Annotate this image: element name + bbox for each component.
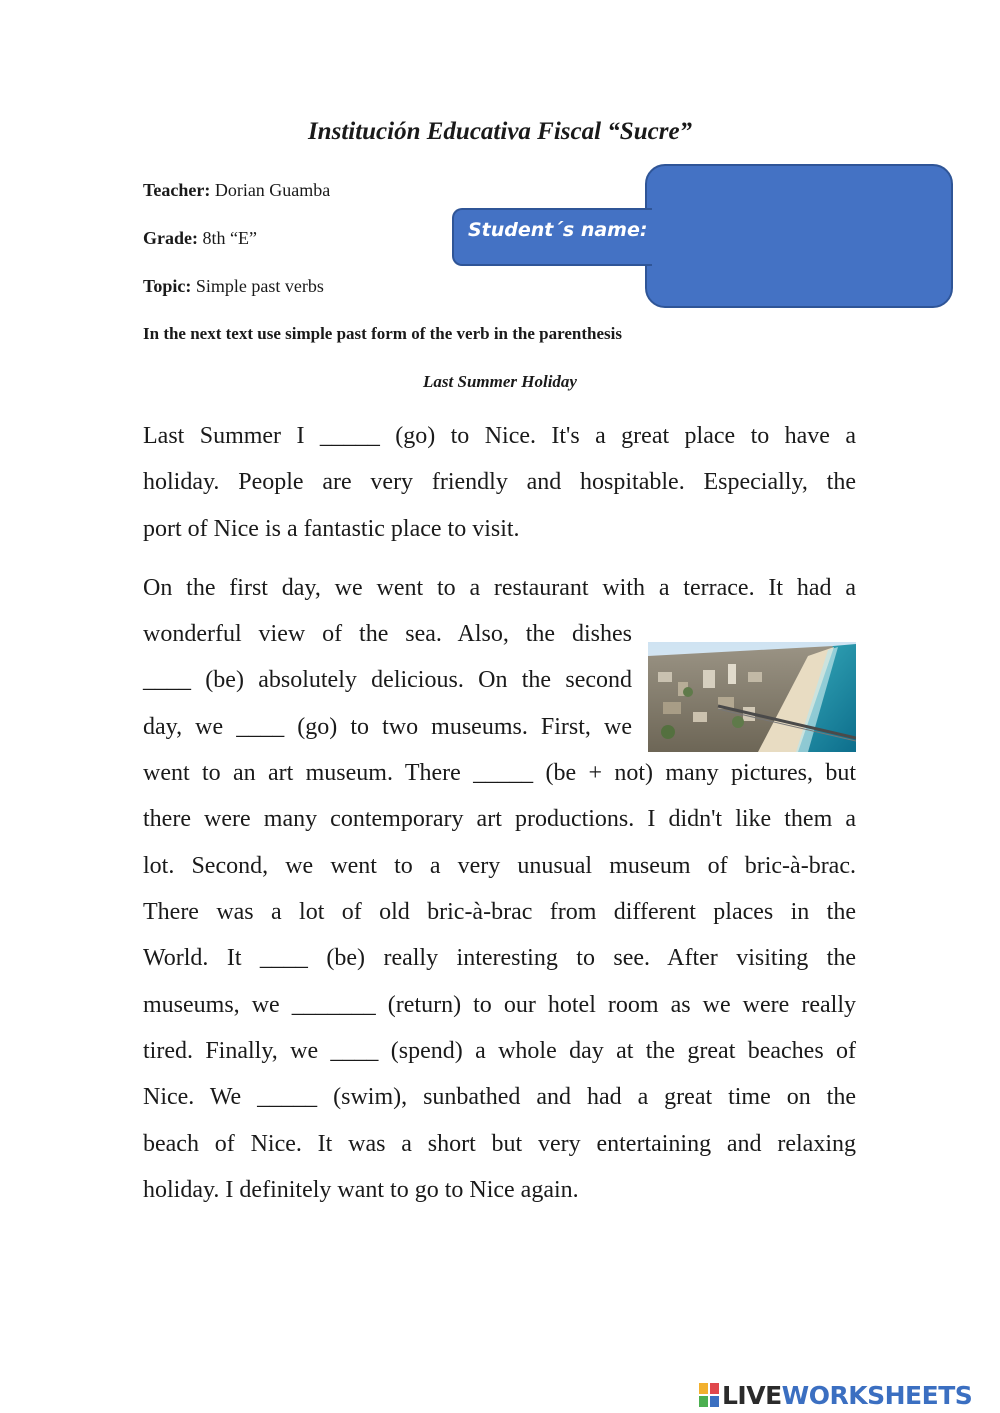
- paragraph-line: beach of Nice. It was a short but very entertaining and relaxing: [143, 1131, 856, 1157]
- text-title: Last Summer Holiday: [423, 372, 577, 391]
- beach-photo: [648, 642, 856, 752]
- teacher-value: Dorian Guamba: [214, 180, 331, 200]
- paragraph-line: holiday. People are very friendly and hospitable. Especially, the: [143, 469, 856, 495]
- logo-text-live: LIVE: [722, 1380, 782, 1410]
- paragraph-line: there were many contemporary art productions. I didn't like them a: [143, 806, 856, 832]
- paragraph-line: There was a lot of old bric-à-brac from different places in the: [143, 899, 856, 925]
- paragraph-line: went to an art museum. There _____ (be + not) many pictures, but: [143, 760, 856, 786]
- teacher-label: Teacher:: [143, 180, 211, 200]
- grade-label: Grade:: [143, 228, 198, 248]
- paragraph-line: port of Nice is a fantastic place to visit.: [143, 516, 520, 542]
- student-name-field[interactable]: [645, 164, 953, 308]
- beach-photo-icon: [648, 642, 856, 752]
- paragraph-line: tired. Finally, we ____ (spend) a whole day at the great beaches of: [143, 1038, 856, 1064]
- paragraph-line: holiday. I definitely want to go to Nice again.: [143, 1177, 579, 1203]
- grade-line: [143, 228, 257, 249]
- paragraph-line: On the first day, we went to a restaurant with a terrace. It had a: [143, 575, 856, 601]
- topic-line: [143, 276, 324, 297]
- topic-label: Topic:: [143, 276, 192, 296]
- instruction-text: In the next text use simple past form of the verb in the parenthesis: [143, 324, 622, 343]
- paragraph-line: Last Summer I _____ (go) to Nice. It's a great place to have a: [143, 423, 856, 449]
- liveworksheets-logo-icon: [698, 1382, 720, 1408]
- teacher-line: [143, 180, 330, 201]
- student-name-label: Student´s name:: [468, 219, 648, 241]
- topic-value: Simple past verbs: [195, 276, 324, 296]
- paragraph-line: World. It ____ (be) really interesting to see. After visiting the: [143, 945, 856, 971]
- paragraph-line: ____ (be) absolutely delicious. On the second: [143, 667, 632, 693]
- paragraph-line: Nice. We _____ (swim), sunbathed and had a great time on the: [143, 1084, 856, 1110]
- logo-text-worksheets: WORKSHEETS: [781, 1380, 973, 1410]
- paragraph-line: lot. Second, we went to a very unusual museum of bric-à-brac.: [143, 853, 856, 879]
- liveworksheets-logo: [698, 1378, 972, 1412]
- paragraph-line: museums, we _______ (return) to our hotel room as we were really: [143, 992, 856, 1018]
- school-title: Institución Educativa Fiscal “Sucre”: [307, 118, 693, 145]
- grade-value: 8th “E”: [202, 228, 257, 248]
- paragraph-line: day, we ____ (go) to two museums. First, we: [143, 714, 632, 740]
- paragraph-line: wonderful view of the sea. Also, the dishes: [143, 621, 632, 647]
